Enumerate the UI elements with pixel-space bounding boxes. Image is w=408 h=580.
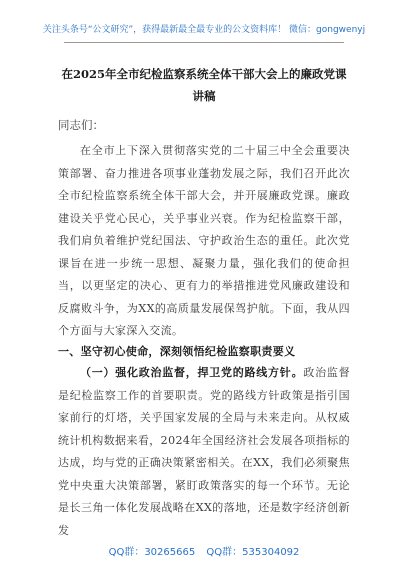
intro-paragraph: 在全市上下深入贯彻落实党的二十届三中全会重要决策部署、奋力推进各项事业蓬勃发展之际，我们召开此次全市纪检监察系统全体干部大会，并开展廉政党课。廉政建设关乎党心民心，关乎事业兴衰。作为纪检监察干部，我们肩负着维护党纪国法、守护政治生态的重任。此次党课旨在进一步统一思想、凝聚力量，强化我们的使命担当，以更坚定的决心、更有力的举措推进党风廉政建设和反腐败斗争，为XX的高质量发展保驾护航。下面，我从四个方面与大家深入交流。 [58, 144, 350, 337]
document-title: 在2025年全市纪检监察系统全体干部大会上的廉政党课讲稿 [61, 67, 347, 103]
subsection-body: 政治监督是纪检监察工作的首要职责。党的路线方针政策是指引国家前行的灯塔，关乎国家发展的全局与未来走向。从权威统计机构数据来看，2024年全国经济社会发展各项指标的达成，均与党的正确决策紧密相关。在XX，我们必须聚焦党中央重大决策部署，紧盯政策落实的每一个环节。无论是长三角一体化发展战略在XX的落地，还是数字经济创新发 [58, 366, 350, 537]
header-note: 关注头条号“公文研究”，获得最新最全最专业的公文资料库！ 微信：gongwenyj [42, 25, 366, 35]
subsection-lead: （一）强化政治监督，捍卫党的路线方针。 [80, 366, 304, 379]
footer [0, 543, 408, 558]
salutation: 同志们： [58, 118, 104, 132]
footer-qq-group-1: QQ群：30265665 [108, 547, 196, 558]
section-heading: 一、坚守初心使命，深刻领悟纪检监察职责要义 [58, 345, 296, 358]
footer-qq-group-2: QQ群：535304092 [206, 547, 300, 558]
header-divider [64, 42, 344, 43]
subsection-paragraph [58, 362, 350, 542]
